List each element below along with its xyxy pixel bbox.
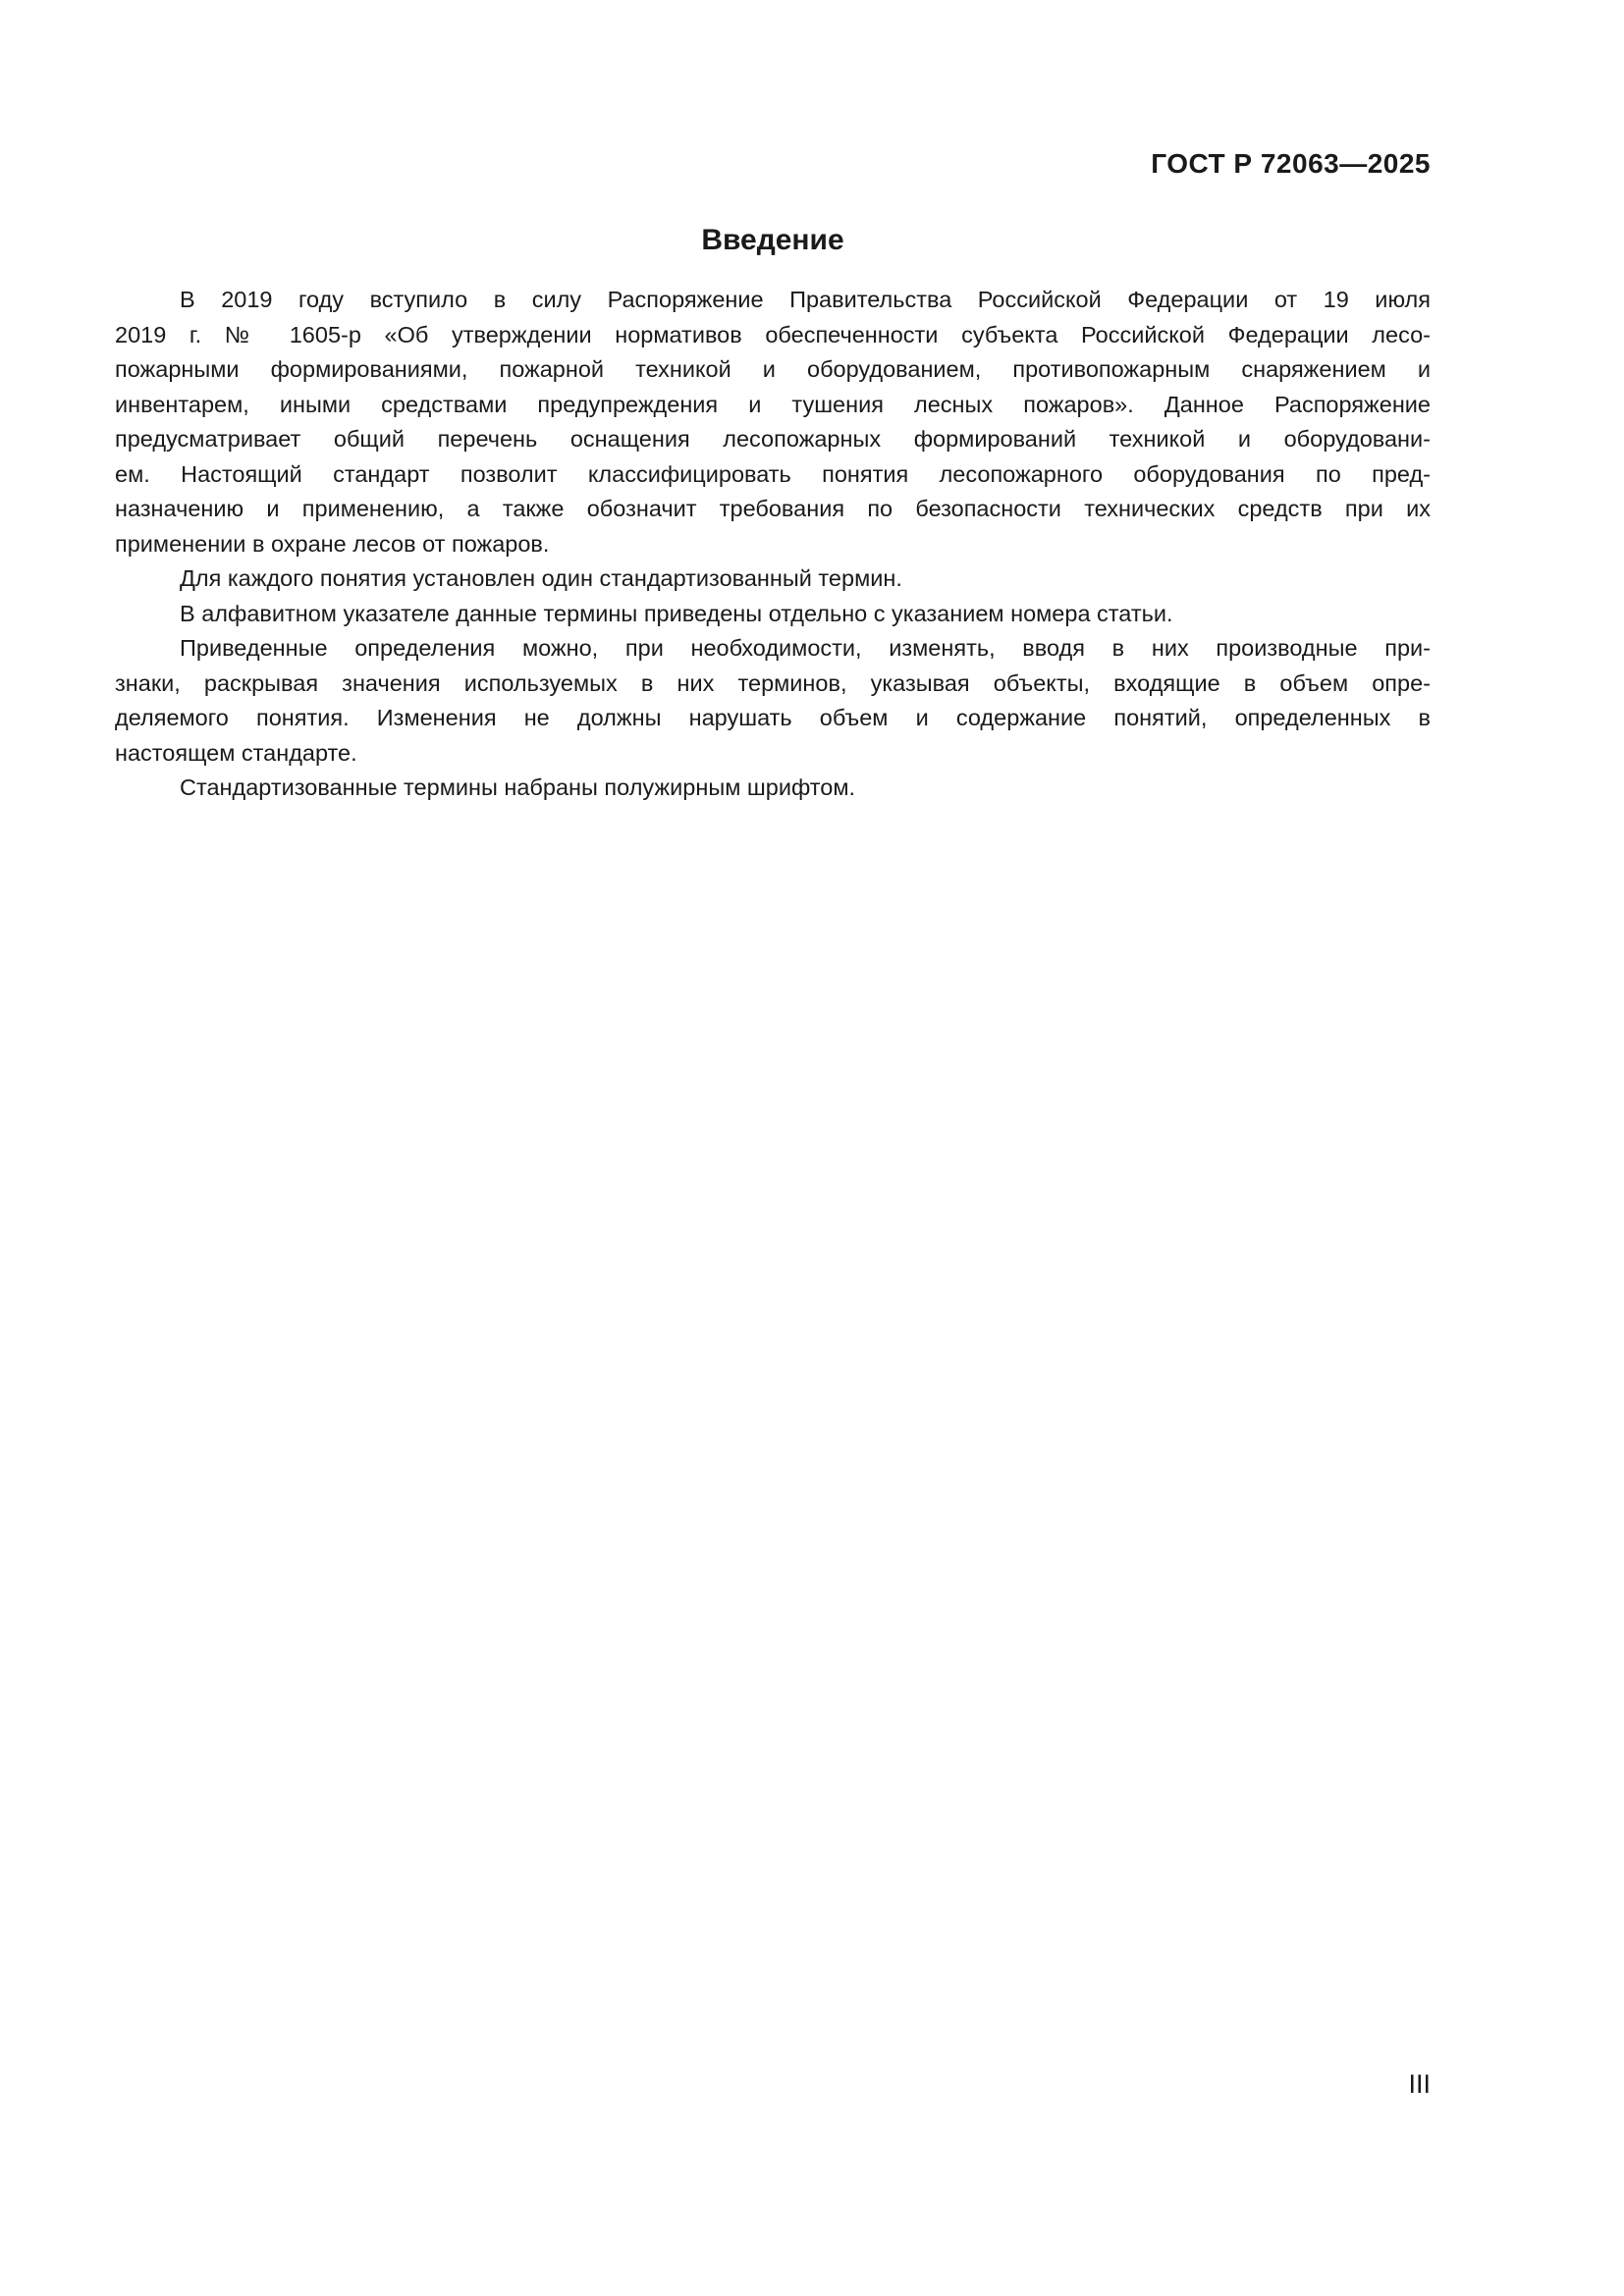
text-line: ем. Настоящий стандарт позволит классифицировать понятия лесопожарного оборудования по пред- bbox=[115, 460, 1431, 487]
text-line: В алфавитном указателе данные термины приведены отдельно с указанием номера статьи. bbox=[180, 600, 1173, 626]
text-line: Для каждого понятия установлен один стандартизованный термин. bbox=[180, 565, 902, 591]
text-line: настоящем стандарте. bbox=[115, 739, 357, 766]
text-line: применении в охране лесов от пожаров. bbox=[115, 530, 550, 557]
introduction-text bbox=[115, 283, 1431, 806]
text-line: назначению и применению, а также обозначит требования по безопасности технических средств при их bbox=[115, 496, 1431, 521]
text-line: пожарными формированиями, пожарной техникой и оборудованием, противопожарным снаряжением и bbox=[115, 356, 1431, 382]
text-line: инвентарем, иными средствами предупреждения и тушения лесных пожаров». Данное Распоряжение bbox=[115, 391, 1431, 417]
text-line: предусматривает общий перечень оснащения лесопожарных формирований техникой и оборудовани- bbox=[115, 426, 1431, 452]
page-number: III bbox=[1408, 2069, 1431, 2099]
section-title: Введение bbox=[701, 224, 844, 256]
text-line: деляемого понятия. Изменения не должны нарушать объем и содержание понятий, определенных в bbox=[115, 705, 1431, 730]
text-line: Приведенные определения можно, при необходимости, изменять, вводя в них производные при- bbox=[180, 635, 1431, 661]
text-line: 2019 г. № 1605-р «Об утверждении нормативов обеспеченности субъекта Российской Федерации лесо- bbox=[115, 321, 1431, 347]
text-line: Стандартизованные термины набраны полужирным шрифтом. bbox=[180, 774, 856, 800]
document-code-header: ГОСТ Р 72063—2025 bbox=[1151, 148, 1431, 179]
text-line: В 2019 году вступило в силу Распоряжение Правительства Российской Федерации от 19 июля bbox=[180, 287, 1431, 312]
text-line: знаки, раскрывая значения используемых в них терминов, указывая объекты, входящие в объем опре- bbox=[115, 669, 1431, 696]
